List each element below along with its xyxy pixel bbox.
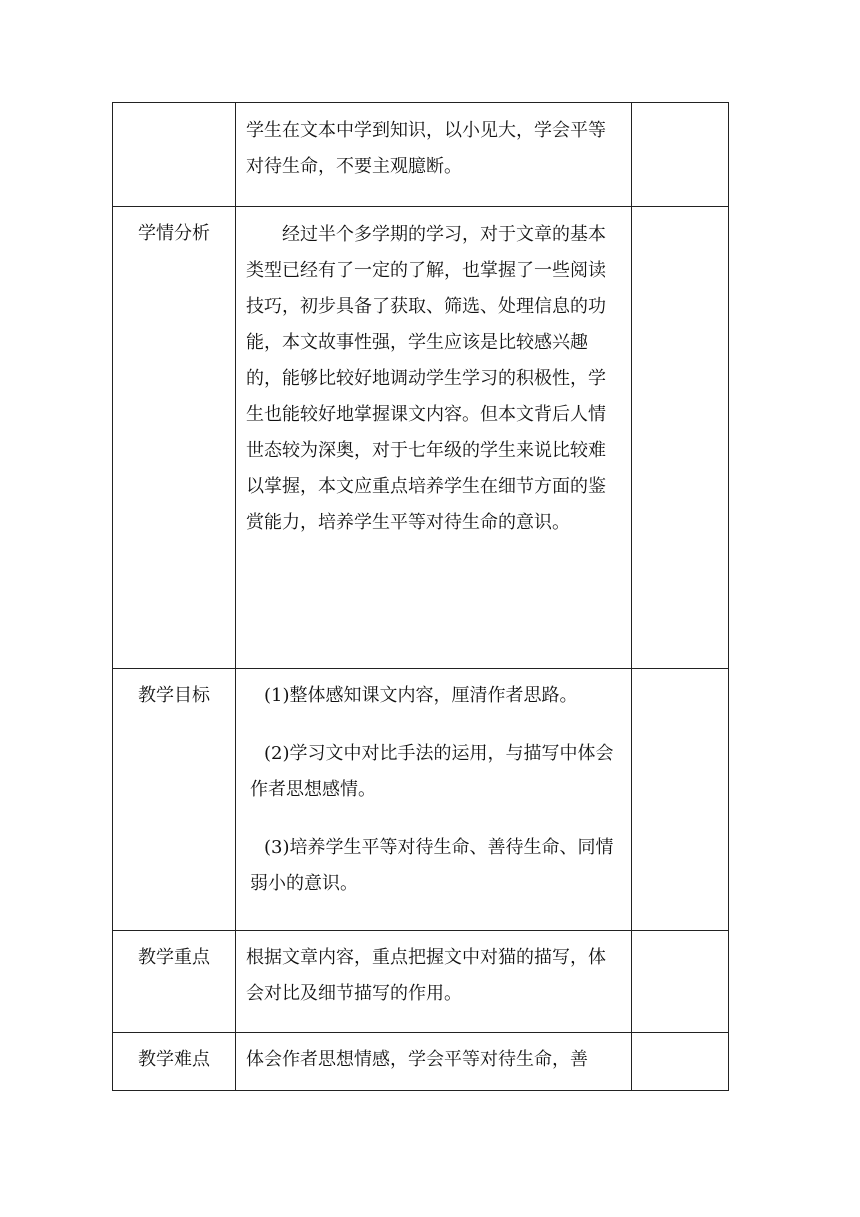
- paragraph: 学生在文本中学到知识，以小见大，学会平等对待生命，不要主观臆断。: [246, 120, 606, 177]
- row-notes: [632, 207, 729, 669]
- goal-item: (2)学习文中对比手法的运用，与描写中体会作者思想感情。: [250, 743, 614, 800]
- paragraph: 根据文章内容，重点把握文中对猫的描写，体会对比及细节描写的作用。: [246, 947, 606, 1004]
- paragraph: 经过半个多学期的学习，对于文章的基本类型已经有了一定的了解，也掌握了一些阅读技巧，初步具备了获取、筛选、处理信息的功能，本文故事性强，学生应该是比较感兴趣的，能够比较好地调动学生学习的积极性，学生也能较好地掌握课文内容。但本文背后人情世态较为深奥，对于七年级的学生来说比较难以掌握，本文应重点培养学生在细节方面的鉴赏能力，培养学生平等对待生命的意识。: [246, 224, 606, 533]
- lesson-plan-table: [112, 102, 729, 1091]
- row-label: 教学难点: [113, 1033, 236, 1091]
- row-notes: [632, 103, 729, 207]
- row-content: [236, 103, 632, 207]
- row-label: 教学目标: [113, 669, 236, 931]
- table-row: [113, 669, 729, 931]
- row-content: [236, 669, 632, 931]
- row-label: [113, 103, 236, 207]
- table-row: [113, 103, 729, 207]
- goal-item: (3)培养学生平等对待生命、善待生命、同情弱小的意识。: [250, 837, 614, 894]
- row-content: [236, 207, 632, 669]
- paragraph: 体会作者思想情感，学会平等对待生命，善: [246, 1049, 588, 1070]
- row-notes: [632, 931, 729, 1033]
- row-content: [236, 931, 632, 1033]
- table-row: [113, 1033, 729, 1091]
- row-content: [236, 1033, 632, 1091]
- table-row: [113, 207, 729, 669]
- goal-item: (1)整体感知课文内容，厘清作者思路。: [264, 685, 578, 706]
- row-notes: [632, 1033, 729, 1091]
- row-label: 教学重点: [113, 931, 236, 1033]
- row-notes: [632, 669, 729, 931]
- row-label: 学情分析: [113, 207, 236, 669]
- table-row: [113, 931, 729, 1033]
